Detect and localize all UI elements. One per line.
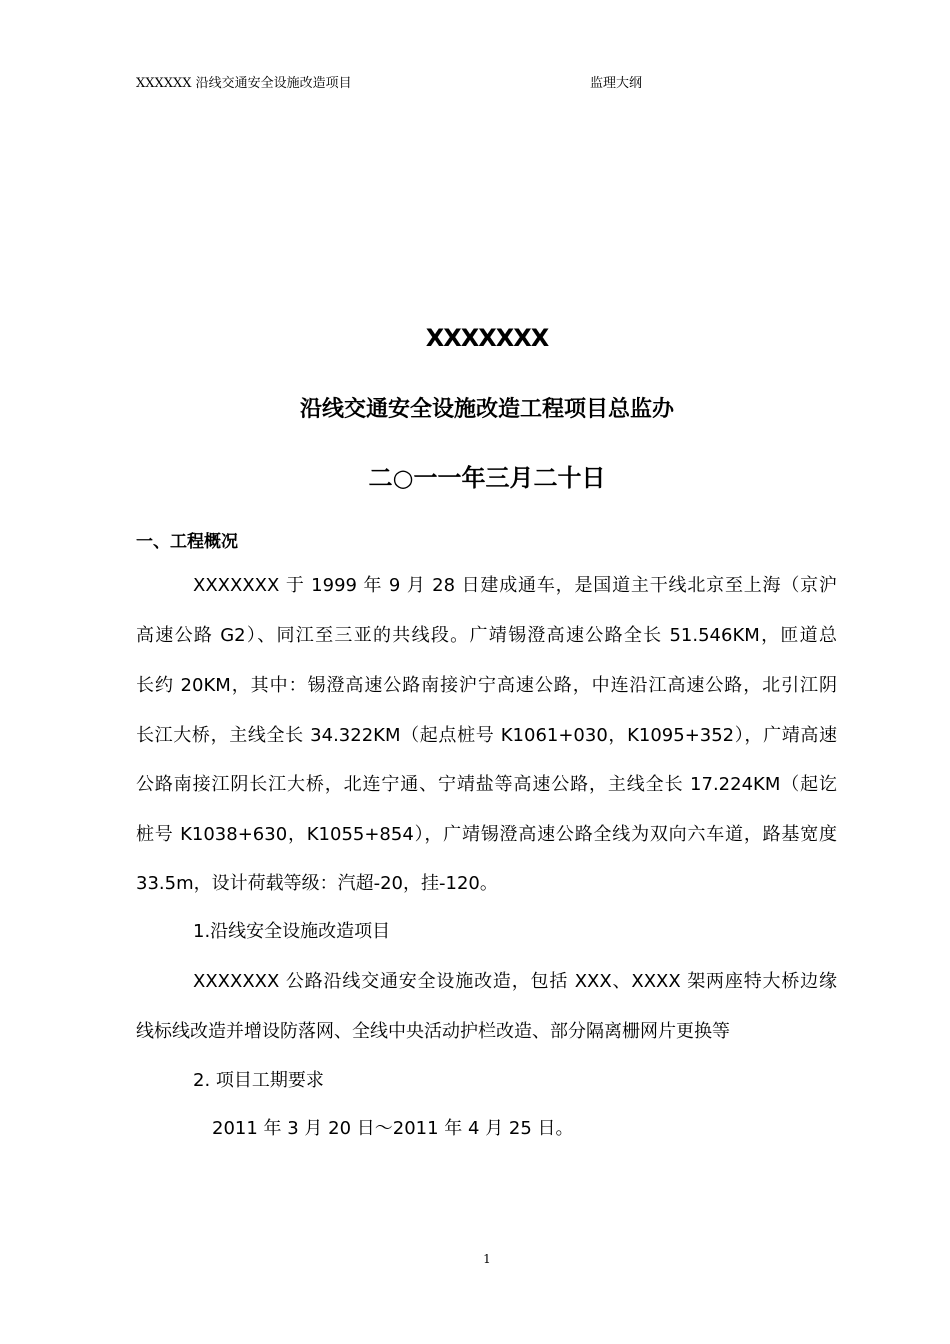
paragraph-line: 公路南接江阴长江大桥，北连宁通、宁靖盐等高速公路，主线全长 17.224KM（起讫 [136, 774, 837, 795]
paragraph-line: 33.5m，设计荷载等级：汽超-20，挂-120。 [136, 873, 498, 894]
paragraph-line: XXXXXXX 于 1999 年 9 月 28 日建成通车，是国道主干线北京至上海（京沪 [193, 575, 837, 596]
subsection-heading-2: 2. 项目工期要求 [193, 1070, 324, 1091]
paragraph-line: 高速公路 G2）、同江至三亚的共线段。广靖锡澄高速公路全长 51.546KM，匝道总 [136, 625, 837, 646]
paragraph-line: 桩号 K1038+630，K1055+854），广靖锡澄高速公路全线为双向六车道，路基宽度 [136, 824, 837, 845]
title-code: XXXXXXX [425, 324, 549, 352]
subsection-heading-1: 1.沿线安全设施改造项目 [193, 921, 391, 942]
paragraph-line: XXXXXXX 公路沿线交通安全设施改造，包括 XXX、XXXX 架两座特大桥边缘 [193, 971, 837, 992]
paragraph-line: 长约 20KM，其中：锡澄高速公路南接沪宁高速公路，中连沿江高速公路，北引江阴 [136, 675, 837, 696]
paragraph-line: 线标线改造并增设防落网、全线中央活动护栏改造、部分隔离栅网片更换等 [136, 1021, 730, 1042]
paragraph-line: 长江大桥，主线全长 34.322KM（起点桩号 K1061+030，K1095+352），广靖高速 [136, 725, 837, 746]
running-header-project: XXXXXX 沿线交通安全设施改造项目 [136, 76, 352, 91]
running-header-doc-type: 监理大纲 [590, 76, 643, 91]
page-number: 1 [483, 1252, 491, 1266]
title-office: 沿线交通安全设施改造工程项目总监办 [299, 397, 674, 422]
schedule-text: 2011 年 3 月 20 日～2011 年 4 月 25 日。 [212, 1118, 574, 1139]
title-date: 二○一一年三月二十日 [368, 464, 606, 492]
section-heading: 一、工程概况 [136, 532, 238, 552]
